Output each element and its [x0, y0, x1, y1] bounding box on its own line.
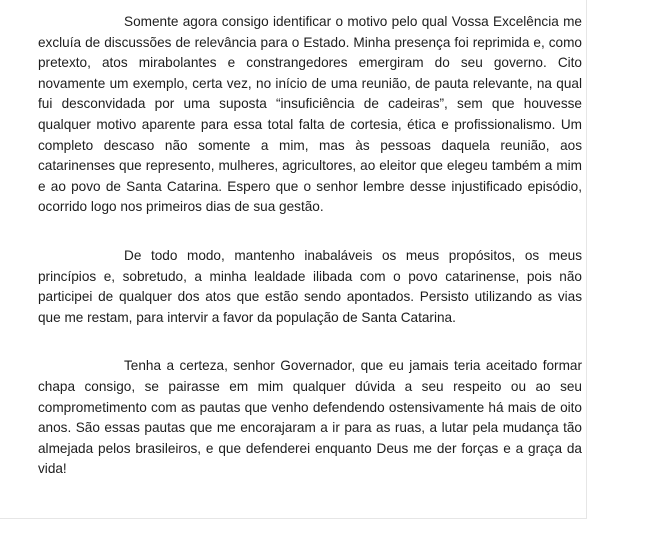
- paragraph-commitment: Tenha a certeza, senhor Governador, que eu jamais teria aceitado formar chapa consigo, se pairasse em mim qualquer dúvida a seu respeito ou ao seu comprometimento com as pautas que venho defendendo ostensivamente há mais de oito anos. São essas pautas que me encorajaram a ir para as ruas, a lutar pela mudança tão almejada pelos brasileiros, e que defenderei enquanto Deus me der forças e a graça da vida!: [38, 358, 582, 477]
- paragraph-principles: De todo modo, mantenho inabaláveis os meus propósitos, os meus princípios e, sobretudo, a minha lealdade ilibada com o povo catarinense, pois não participei de qualquer dos atos que estão sendo apontados. Persisto utilizando as vias que me restam, para intervir a favor da população de Santa Catarina.: [38, 247, 582, 325]
- letter-body: [38, 12, 582, 480]
- paragraph-exclusion: Somente agora consigo identificar o motivo pelo qual Vossa Excelência me excluía de discussões de relevância para o Estado. Minha presença foi reprimida e, como pretexto, atos mirabolantes e constrangedores emergiram do seu governo. Cito novamente um exemplo, certa vez, no início de uma reunião, de pauta relevante, na qual fui desconvidada por uma suposta “insuficiência de cadeiras”, sem que houvesse qualquer motivo aparente para essa total falta de cortesia, ética e profissionalismo. Um completo descaso não somente a mim, mas às pessoas daquela reunião, aos catarinenses que represento, mulheres, agricultores, ao eleitor que elegeu também a mim e ao povo de Santa Catarina. Espero que o senhor lembre desse injustificado episódio, ocorrido logo nos primeiros dias de sua gestão.: [38, 14, 582, 215]
